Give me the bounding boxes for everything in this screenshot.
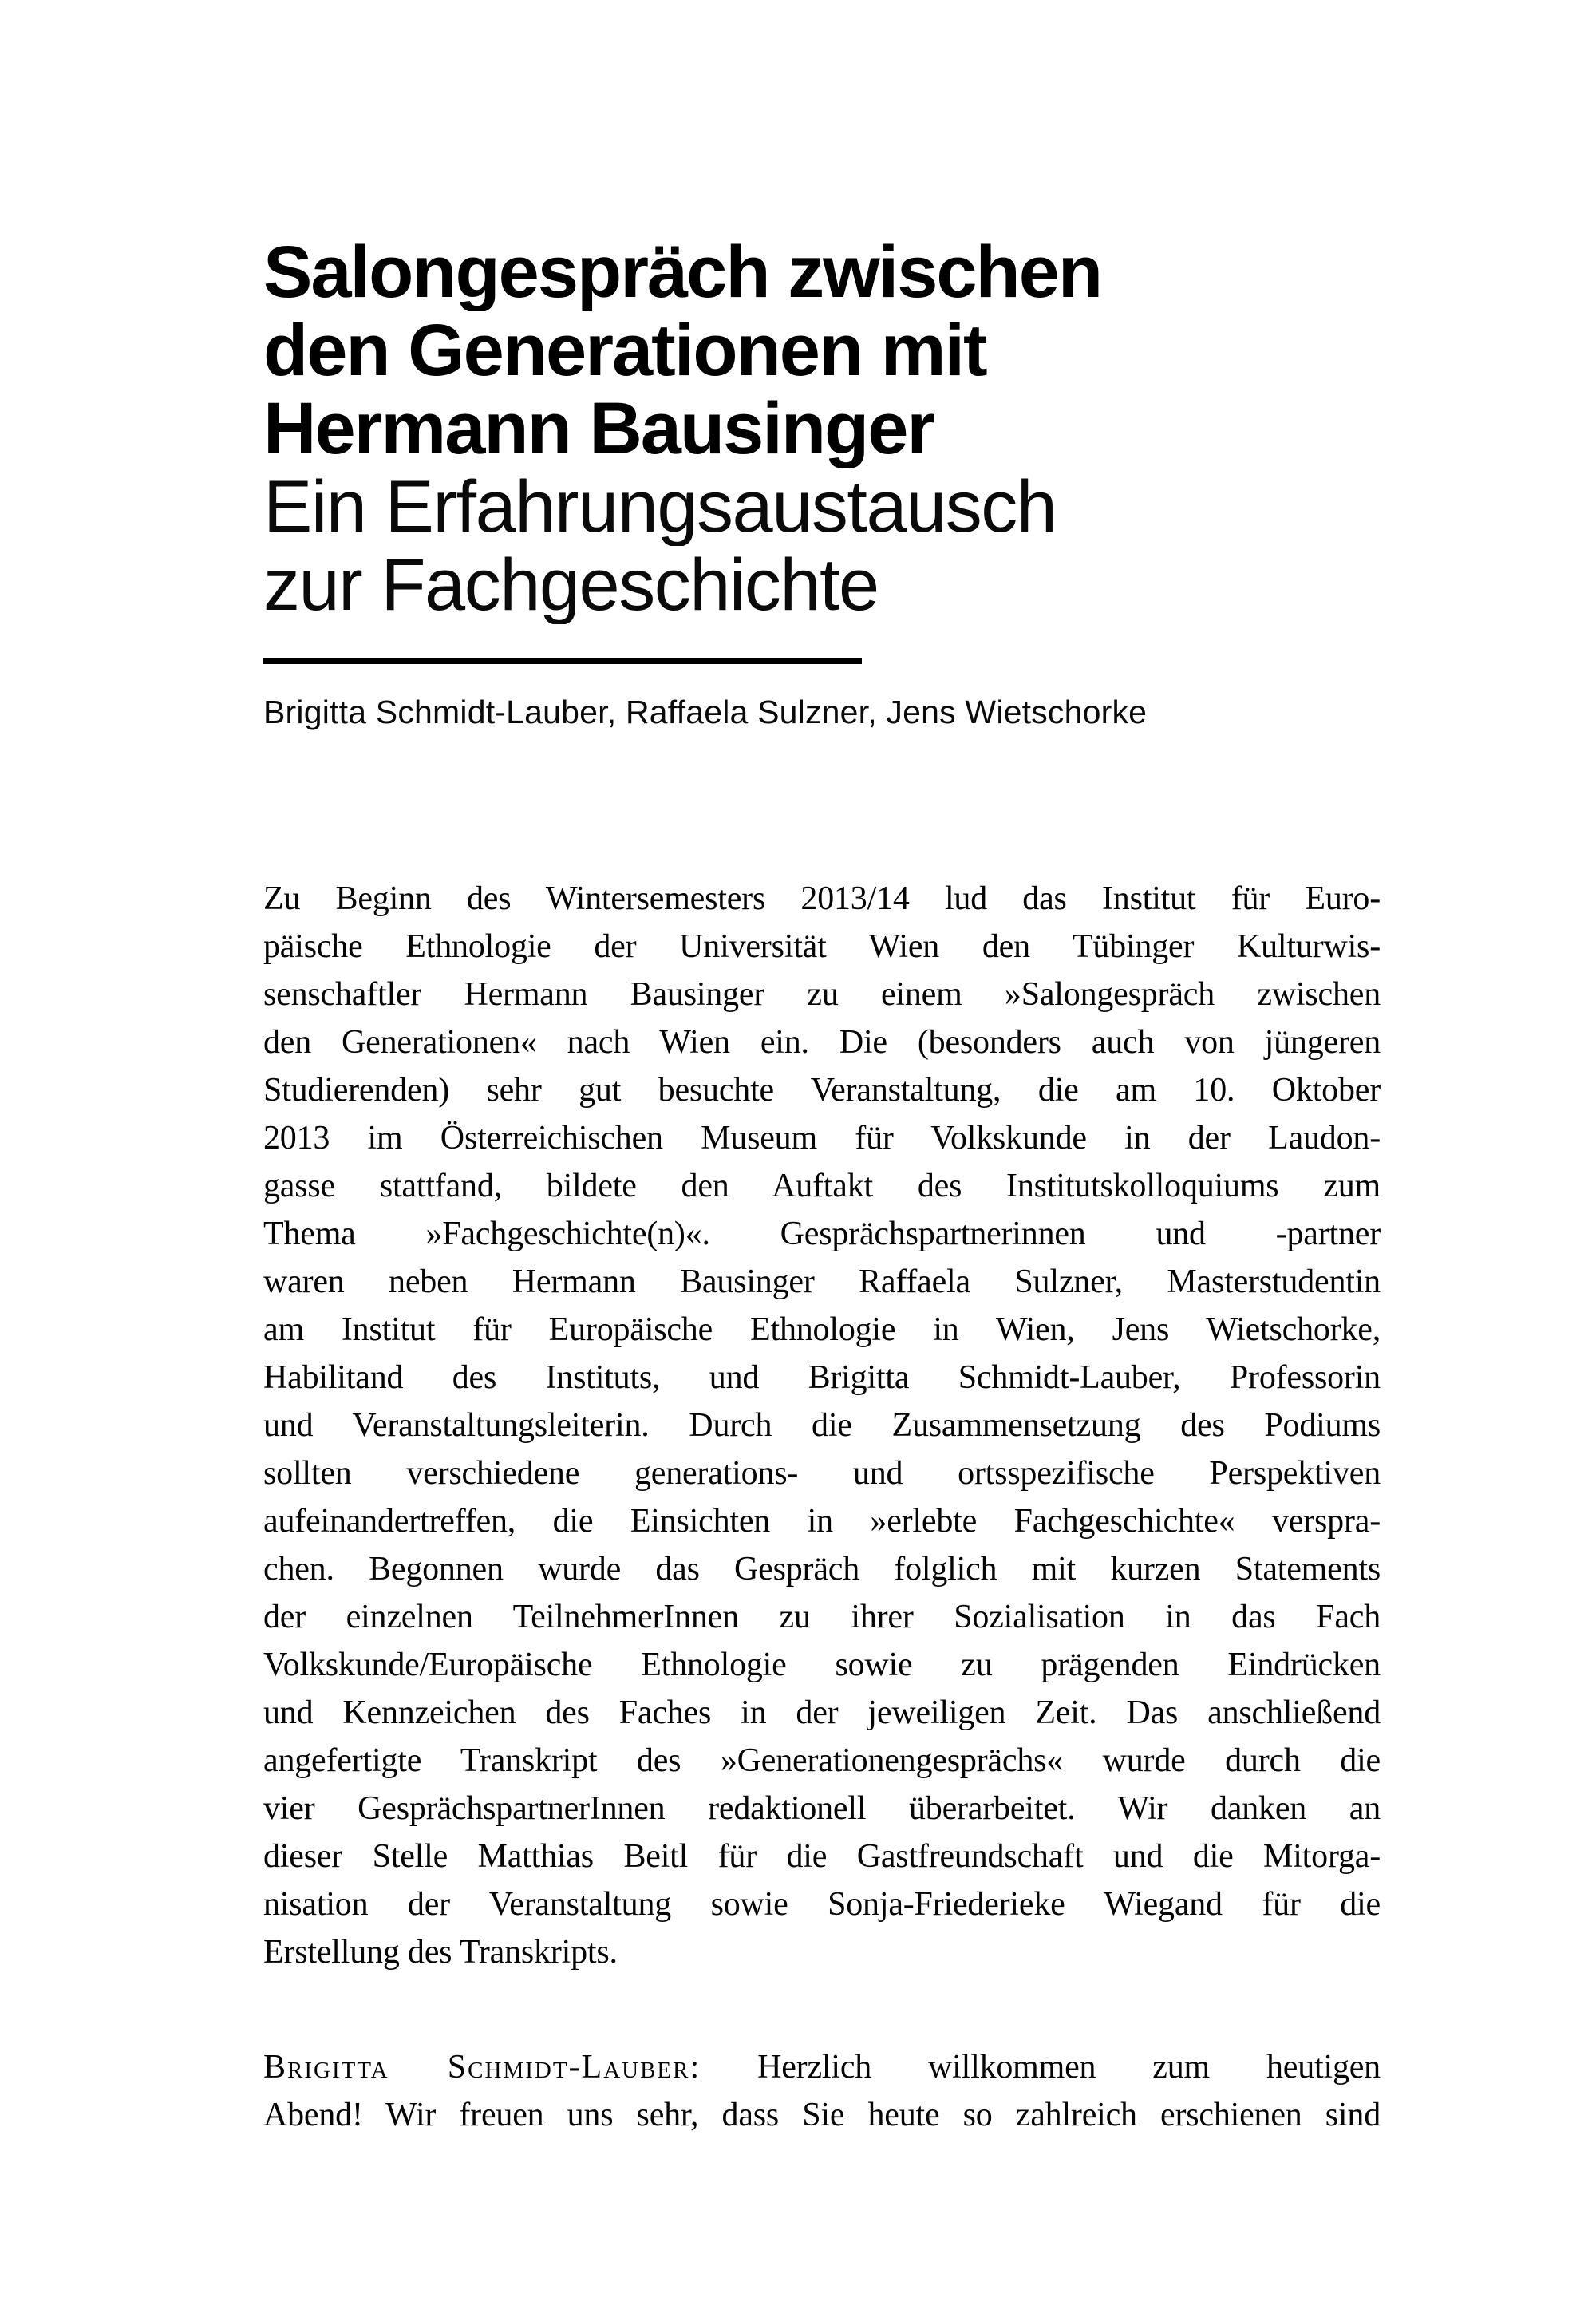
text-line: Volkskunde/Europäische Ethnologie sowie zu prägenden Eindrücken (263, 1647, 1381, 1683)
authors-line: Brigitta Schmidt-Lauber, Raffaela Sulzner, Jens Wietschorke (263, 694, 1148, 730)
article-title-line: den Generationen mit (263, 311, 986, 389)
text-line: und Veranstaltungsleiterin. Durch die Zusammensetzung des Podiums (263, 1407, 1381, 1444)
text-line: am Institut für Europäische Ethnologie in Wien, Jens Wietschorke, (263, 1311, 1381, 1348)
text-line: dieser Stelle Matthias Beitl für die Gastfreundschaft und die Mitorga- (263, 1838, 1381, 1875)
article-body (263, 875, 1381, 2139)
article-subtitle (263, 468, 1381, 624)
article-subtitle-line: Ein Erfahrungsaustausch (263, 468, 1057, 546)
text-line: chen. Begonnen wurde das Gespräch folglich mit kurzen Statements (263, 1551, 1381, 1587)
article-title (263, 233, 1381, 468)
dialogue-text: Herzlich willkommen zum heutigen (757, 2049, 1381, 2086)
article-subtitle-line: zur Fachgeschichte (263, 546, 879, 624)
speaker-name: Brigitta Schmidt-Lauber: (263, 2049, 701, 2086)
text-line: vier GesprächspartnerInnen redaktionell überarbeitet. Wir danken an (263, 1790, 1381, 1827)
text-line: senschaftler Hermann Bausinger zu einem »Salongespräch zwischen (263, 976, 1381, 1013)
text-line: 2013 im Österreichischen Museum für Volkskunde in der Laudon- (263, 1120, 1381, 1156)
article-title-line: Hermann Bausinger (263, 389, 934, 468)
intro-paragraph (263, 875, 1381, 1976)
text-line: Abend! Wir freuen uns sehr, dass Sie heute so zahlreich erschienen sind (263, 2097, 1381, 2133)
text-line: Zu Beginn des Wintersemesters 2013/14 lud das Institut für Euro- (263, 880, 1381, 917)
dialogue-paragraph (263, 2043, 1381, 2139)
article-title-line: Salongespräch zwischen (263, 233, 1102, 311)
title-divider-rule (263, 658, 862, 664)
text-line: gasse stattfand, bildete den Auftakt des Institutskolloquiums zum (263, 1168, 1381, 1204)
text-line: sollten verschiedene generations- und ortsspezifische Perspektiven (263, 1455, 1381, 1492)
text-line: angefertigte Transkript des »Generationengesprächs« wurde durch die (263, 1742, 1381, 1779)
text-line: Studierenden) sehr gut besuchte Veranstaltung, die am 10. Oktober (263, 1072, 1381, 1109)
text-line: aufeinandertreffen, die Einsichten in »erlebte Fachgeschichte« verspra- (263, 1503, 1381, 1540)
text-line: und Kennzeichen des Faches in der jeweiligen Zeit. Das anschließend (263, 1694, 1381, 1731)
text-line: Habilitand des Instituts, und Brigitta Schmidt-Lauber, Professorin (263, 1359, 1381, 1396)
article-header (263, 233, 1381, 732)
text-line: waren neben Hermann Bausinger Raffaela Sulzner, Masterstudentin (263, 1263, 1381, 1300)
text-line: päische Ethnologie der Universität Wien den Tübinger Kulturwis- (263, 928, 1381, 965)
text-line: der einzelnen TeilnehmerInnen zu ihrer Sozialisation in das Fach (263, 1599, 1381, 1635)
text-line: Erstellung des Transkripts. (263, 1934, 618, 1971)
text-line: nisation der Veranstaltung sowie Sonja-Friederieke Wiegand für die (263, 1886, 1381, 1923)
text-line (263, 2043, 1381, 2091)
text-line: Thema »Fachgeschichte(n)«. Gesprächspartnerinnen und -partner (263, 1216, 1381, 1252)
text-line: den Generationen« nach Wien ein. Die (besonders auch von jüngeren (263, 1024, 1381, 1061)
